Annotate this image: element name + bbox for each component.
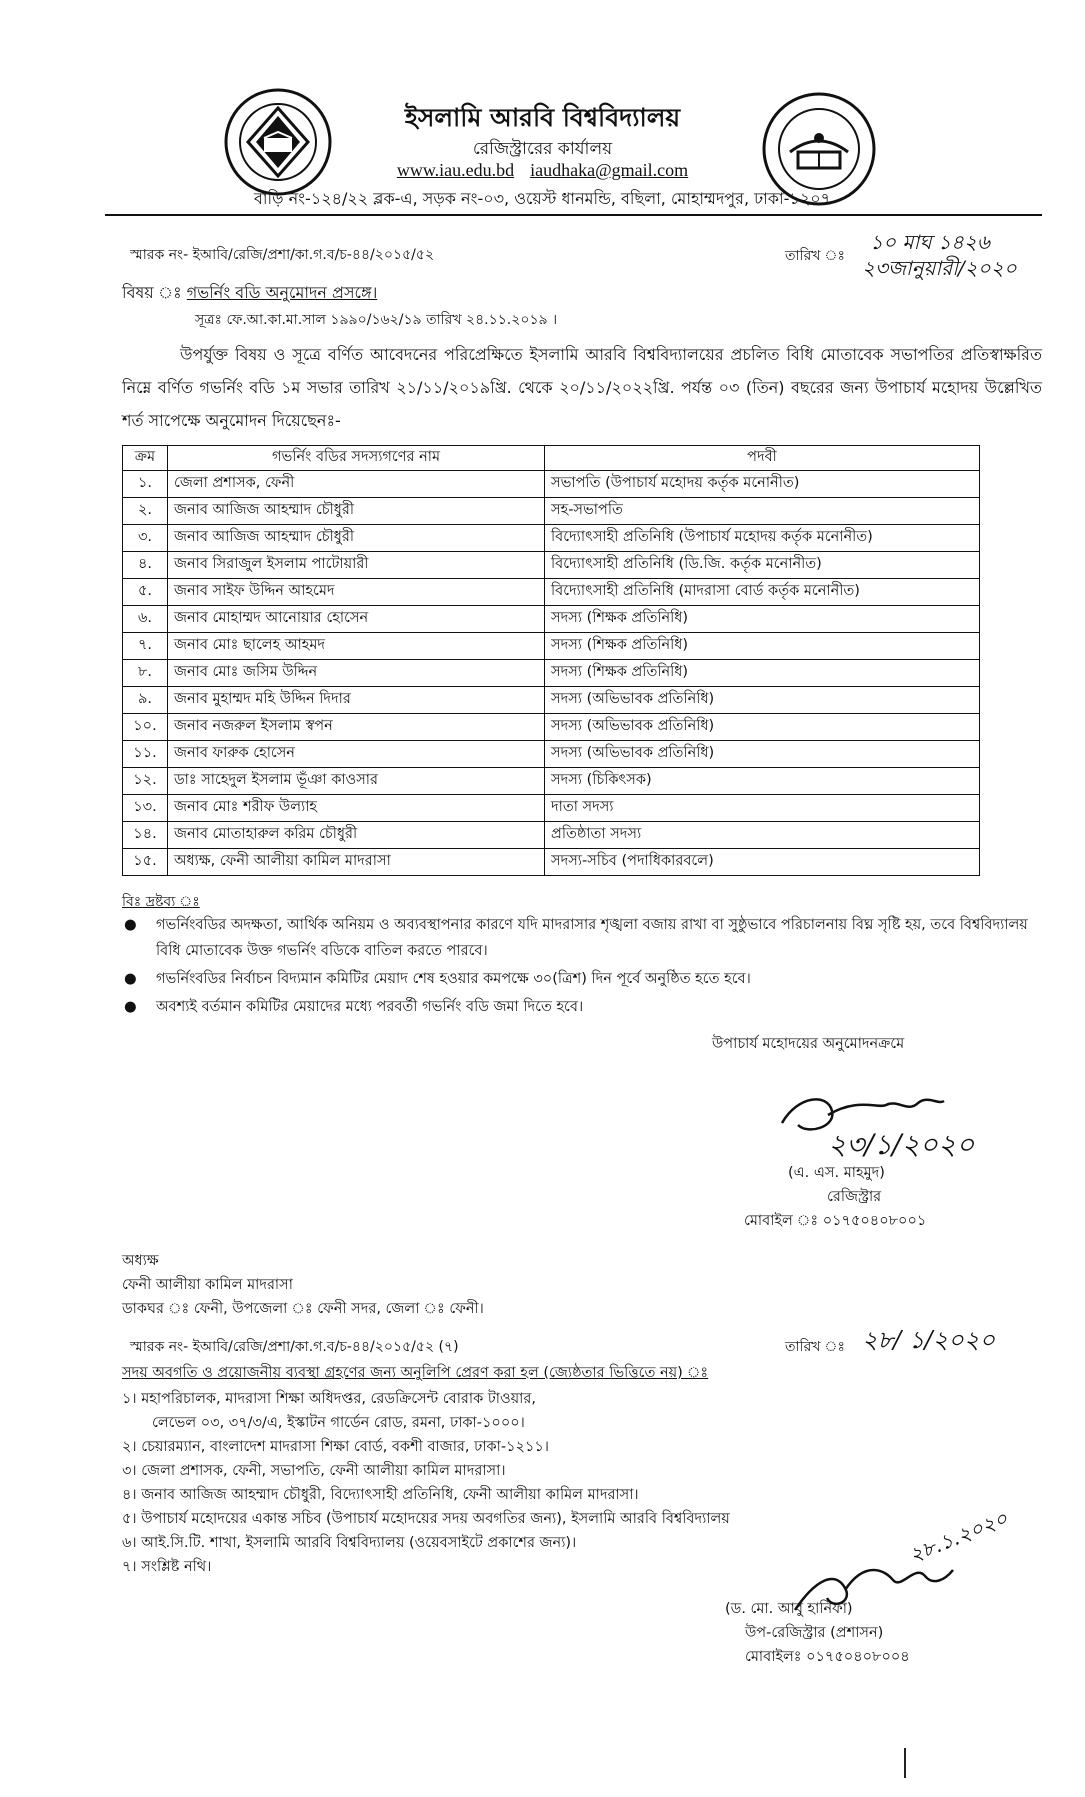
- subject-label: বিষয় ঃ: [122, 283, 182, 302]
- deputy-sign-date: ২৮.১.২০২০: [905, 1506, 1011, 1568]
- serial-cell: ১০.: [123, 714, 168, 741]
- website-link[interactable]: www.iau.edu.bd: [396, 160, 515, 180]
- table-row: [123, 498, 980, 525]
- name-cell: জনাব আজিজ আহম্মাদ চৌধুরী: [168, 525, 545, 552]
- name-cell: জনাব মোঃ শরীফ উল্যাহ: [168, 795, 545, 822]
- table-row: [123, 822, 980, 849]
- col-serial: ক্রম: [123, 446, 168, 471]
- governing-body-table: [122, 445, 980, 876]
- deputy-name: (ড. মো. আবু হানিফা): [725, 1601, 853, 1617]
- name-cell: জনাব মুহাম্মদ মহি উদ্দিন দিদার: [168, 687, 545, 714]
- designation-cell: বিদ্যোৎসাহী প্রতিনিধি (ডি.জি. কর্তৃক মনোনীত): [545, 552, 980, 579]
- designation-cell: প্রতিষ্ঠাতা সদস্য: [545, 822, 980, 849]
- copy-item: ৪। জনাব আজিজ আহম্মাদ চৌধুরী, বিদ্যোৎসাহী প্রতিনিধি, ফেনী আলীয়া কামিল মাদরাসা।: [122, 1487, 639, 1503]
- designation-cell: সদস্য (অভিভাবক প্রতিনিধি): [545, 714, 980, 741]
- table-row: [123, 471, 980, 498]
- copy-item: লেভেল ০৩, ৩৭/৩/এ, ইস্কাটন গার্ডেন রোড, রমনা, ঢাকা-১০০০।: [152, 1415, 525, 1431]
- memo-number-copy: স্মারক নং- ইআবি/রেজি/প্রশা/কা.গ.ব/চ-৪৪/২০১৫/৫২ (৭): [130, 1339, 459, 1355]
- note-text: গভর্নিংবডির নির্বাচন বিদ্যমান কমিটির মেয়াদ শেষ হওয়ার কমপক্ষে ৩০(ত্রিশ) দিন পূর্বে অনুষ্ঠিত হতে হবে।: [156, 971, 751, 987]
- note-item: [124, 966, 1029, 992]
- contact-line: [0, 160, 1085, 181]
- header-divider: [105, 214, 1042, 216]
- registrar-mobile: মোবাইল ঃ ০১৭৫০৪০৮০০১: [744, 1213, 927, 1229]
- body-paragraph: উপর্যুক্ত বিষয় ও সূত্রে বর্ণিত আবেদনের পরিপ্রেক্ষিতে ইসলামি আরবি বিশ্ববিদ্যালয়ের প্রচলিত বিধি মোতাবেক সভাপতির প্রতিস্বাক্ষরিত নিম্নে বর্ণিত গভর্নিং বডি ১ম সভার তারিখ ২১/১১/২০১৯খ্রি. থেকে ২০/১১/২০২২খ্রি. পর্যন্ত ০৩ (তিন) বছরের জন্য উপাচার্য মহোদয় উল্লেখিত শর্ত সাপেক্ষে অনুমোদন দিয়েছেনঃ-: [122, 345, 1042, 430]
- subject-text: গভর্নিং বডি অনুমোদন প্রসঙ্গে।: [186, 283, 378, 302]
- copy-item: ১। মহাপরিচালক, মাদরাসা শিক্ষা অধিদপ্তর, রেডক্রিসেন্ট বোরাক টাওয়ার,: [122, 1391, 536, 1407]
- name-cell: জনাব মোতাহারুল করিম চৌধুরী: [168, 822, 545, 849]
- table-row: [123, 741, 980, 768]
- name-cell: জেলা প্রশাসক, ফেনী: [168, 471, 545, 498]
- serial-cell: ১৪.: [123, 822, 168, 849]
- copy-item: ৭। সংশ্লিষ্ট নথি।: [122, 1559, 212, 1575]
- note-item: [124, 994, 1029, 1020]
- table-row: [123, 849, 980, 876]
- serial-cell: ১.: [123, 471, 168, 498]
- note-text: অবশ্যই বর্তমান কমিটির মেয়াদের মধ্যে পরবর্তী গভর্নিং বডি জমা দিতে হবে।: [156, 999, 584, 1015]
- designation-cell: সদস্য (শিক্ষক প্রতিনিধি): [545, 606, 980, 633]
- addressee-title: অধ্যক্ষ: [122, 1253, 159, 1269]
- name-cell: জনাব সাইফ উদ্দিন আহমেদ: [168, 579, 545, 606]
- table-row: [123, 633, 980, 660]
- notes-title: বিঃ দ্রষ্টব্য ঃ: [122, 894, 200, 910]
- date-label: তারিখ ঃ: [785, 248, 845, 264]
- serial-cell: ৬.: [123, 606, 168, 633]
- designation-cell: সদস্য (শিক্ষক প্রতিনিধি): [545, 660, 980, 687]
- table-row: [123, 552, 980, 579]
- name-cell: অধ্যক্ষ, ফেনী আলীয়া কামিল মাদরাসা: [168, 849, 545, 876]
- registrar-title: রেজিস্ট্রার: [827, 1189, 882, 1205]
- email-link[interactable]: iaudhaka@gmail.com: [530, 160, 689, 180]
- designation-cell: সদস্য (অভিভাবক প্রতিনিধি): [545, 687, 980, 714]
- handwritten-date-copy: ২৮/ ১/২০২০: [862, 1326, 995, 1354]
- table-row: [123, 660, 980, 687]
- subject-line: [122, 280, 377, 307]
- copy-item: ২। চেয়ারম্যান, বাংলাদেশ মাদরাসা শিক্ষা বোর্ড, বকশী বাজার, ঢাকা-১২১১।: [122, 1439, 549, 1455]
- deputy-title: উপ-রেজিস্ট্রার (প্রশাসন): [745, 1625, 884, 1641]
- table-header-row: [123, 446, 980, 471]
- scan-mark: [904, 1748, 906, 1778]
- serial-cell: ৪.: [123, 552, 168, 579]
- office-name: রেজিস্ট্রারের কার্যালয়: [472, 139, 613, 159]
- designation-cell: বিদ্যোৎসাহী প্রতিনিধি (উপাচার্য মহোদয় কর্তৃক মনোনীত): [545, 525, 980, 552]
- name-cell: জনাব নজরুল ইসলাম স্বপন: [168, 714, 545, 741]
- copy-item: ৩। জেলা প্রশাসক, ফেনী, সভাপতি, ফেনী আলীয়া কামিল মাদরাসা।: [122, 1463, 506, 1479]
- serial-cell: ১২.: [123, 768, 168, 795]
- bullet-icon: ●: [124, 999, 137, 1015]
- deputy-mobile: মোবাইলঃ ০১৭৫০৪০৮০০৪: [745, 1649, 910, 1665]
- designation-cell: সহ-সভাপতি: [545, 498, 980, 525]
- serial-cell: ১৫.: [123, 849, 168, 876]
- registrar-name: (এ. এস. মাহমুদ): [788, 1165, 885, 1181]
- approval-line: উপাচার্য মহোদয়ের অনুমোদনক্রমে: [712, 1036, 905, 1052]
- name-cell: জনাব ফারুক হোসেন: [168, 741, 545, 768]
- name-cell: জনাব মোঃ জসিম উদ্দিন: [168, 660, 545, 687]
- copy-item: ৫। উপাচার্য মহোদয়ের একান্ত সচিব (উপাচার্য মহোদয়ের সদয় অবগতির জন্য), ইসলামি আরবি বিশ্ববিদ্যালয়: [122, 1511, 730, 1527]
- name-cell: জনাব মোহাম্মদ আনোয়ার হোসেন: [168, 606, 545, 633]
- designation-cell: সদস্য (চিকিৎসক): [545, 768, 980, 795]
- reference-line: সূত্রঃ ফে.আ.কা.মা.সাল ১৯৯০/১৬২/১৯ তারিখ ২৪.১১.২০১৯ ।: [195, 312, 558, 328]
- note-item: [124, 912, 1029, 964]
- bullet-icon: ●: [124, 917, 137, 933]
- handwritten-hijri-date: ১০ মাঘ ১৪২৬: [870, 230, 990, 254]
- serial-cell: ১১.: [123, 741, 168, 768]
- designation-cell: সভাপতি (উপাচার্য মহোদয় কর্তৃক মনোনীত): [545, 471, 980, 498]
- copy-item: ৬। আই.সি.টি. শাখা, ইসলামি আরবি বিশ্ববিদ্যালয় (ওয়েবসাইটে প্রকাশের জন্য)।: [122, 1535, 577, 1551]
- table-row: [123, 714, 980, 741]
- name-cell: জনাব মোঃ ছালেহ আহমদ: [168, 633, 545, 660]
- table-row: [123, 795, 980, 822]
- designation-cell: দাতা সদস্য: [545, 795, 980, 822]
- table-row: [123, 525, 980, 552]
- copy-heading: সদয় অবগতি ও প্রয়োজনীয় ব্যবস্থা গ্রহণের জন্য অনুলিপি প্রেরণ করা হল (জ্যেষ্ঠতার ভিত্তিতে নয়) ঃ: [122, 1365, 709, 1381]
- table-row: [123, 687, 980, 714]
- bullet-icon: ●: [124, 971, 137, 987]
- addressee-institution: ফেনী আলীয়া কামিল মাদরাসা: [122, 1277, 293, 1293]
- name-cell: জনাব সিরাজুল ইসলাম পাটোয়ারী: [168, 552, 545, 579]
- designation-cell: সদস্য (অভিভাবক প্রতিনিধি): [545, 741, 980, 768]
- memo-number: স্মারক নং- ইআবি/রেজি/প্রশা/কা.গ.ব/চ-৪৪/২০১৫/৫২: [130, 247, 435, 263]
- date-label-copy: তারিখ ঃ: [785, 1339, 845, 1355]
- col-designation: পদবী: [545, 446, 980, 471]
- col-name: গভর্নিং বডির সদস্যগণের নাম: [168, 446, 545, 471]
- note-text: গভর্নিংবডির অদক্ষতা, আর্থিক অনিয়ম ও অব্যবস্থাপনার কারণে যদি মাদরাসার শৃঙ্খলা বজায় রাখা বা সুষ্ঠুভাবে পরিচালনায় বিঘ্ন সৃষ্টি হয়, তবে বিশ্ববিদ্যালয় বিধি মোতাবেক উক্ত গভর্নিং বডিকে বাতিল করতে পারবে।: [156, 917, 1028, 959]
- serial-cell: ৫.: [123, 579, 168, 606]
- registrar-sign-date: ২৩/১/২০২০: [828, 1128, 975, 1161]
- table-row: [123, 768, 980, 795]
- table-row: [123, 579, 980, 606]
- name-cell: জনাব আজিজ আহম্মাদ চৌধুরী: [168, 498, 545, 525]
- designation-cell: সদস্য (শিক্ষক প্রতিনিধি): [545, 633, 980, 660]
- madrasa-emblem: [760, 90, 878, 208]
- addressee-address: ডাকঘর ঃ ফেনী, উপজেলা ঃ ফেনী সদর, জেলা ঃ ফেনী।: [122, 1301, 484, 1317]
- serial-cell: ২.: [123, 498, 168, 525]
- university-name: ইসলামি আরবি বিশ্ববিদ্যালয়: [404, 103, 681, 132]
- serial-cell: ৯.: [123, 687, 168, 714]
- designation-cell: সদস্য-সচিব (পদাধিকারবলে): [545, 849, 980, 876]
- serial-cell: ৭.: [123, 633, 168, 660]
- table-row: [123, 606, 980, 633]
- designation-cell: বিদ্যোৎসাহী প্রতিনিধি (মাদরাসা বোর্ড কর্তৃক মনোনীত): [545, 579, 980, 606]
- name-cell: ডাঃ সাহেদুল ইসলাম ভূঁঞা কাওসার: [168, 768, 545, 795]
- serial-cell: ৩.: [123, 525, 168, 552]
- handwritten-date: ২৩জানুয়ারী/২০২০: [862, 256, 1017, 280]
- serial-cell: ১৩.: [123, 795, 168, 822]
- serial-cell: ৮.: [123, 660, 168, 687]
- address-line: বাড়ি নং-১২৪/২২ ব্লক-এ, সড়ক নং-০৩, ওয়েস্ট ধানমন্ডি, বছিলা, মোহাম্মদপুর, ঢাকা-১২০৭: [253, 189, 832, 208]
